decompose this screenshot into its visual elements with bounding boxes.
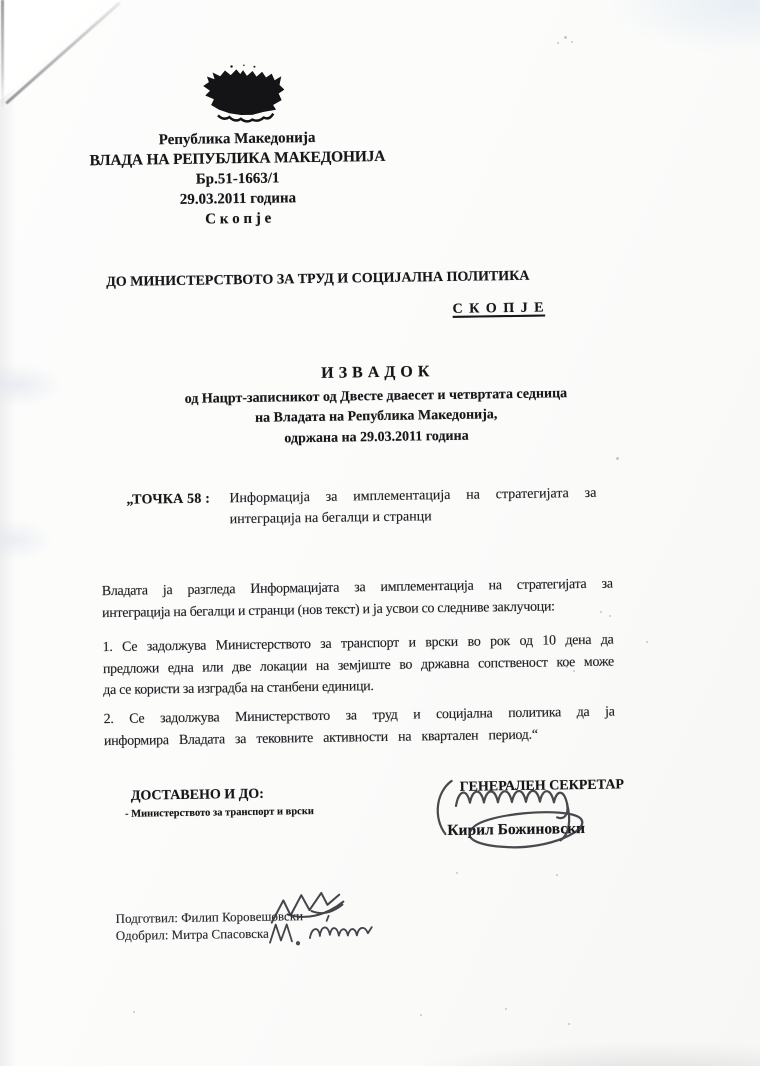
extract-subtitle-2: на Владата на Република Македонија, <box>254 407 498 426</box>
addressee-city: С К О П Ј Е <box>452 300 546 317</box>
coat-of-arms-icon <box>202 63 285 126</box>
agenda-subject-line: интеграција на бегалци и странци <box>229 509 432 528</box>
distribution-heading: ДОСТАВЕНО И ДО: <box>130 786 264 804</box>
paragraph-conclusion-1 <box>102 630 614 702</box>
paragraph-line: информира Владата за тековните активности на квартален период.“ <box>103 727 538 749</box>
addressee-line: ДО МИНИСТЕРСТВОТО ЗА ТРУД И СОЦИЈАЛНА ПОЛИТИКА <box>106 268 530 291</box>
letterhead-country: Република Македонија <box>158 129 316 149</box>
signatory-title: ГЕНЕРАЛЕН СЕКРЕТАР <box>459 777 625 795</box>
paragraph-line: предложи една или две локации на земјиште во државна сопственост кое може <box>102 654 614 677</box>
letterhead-date: 29.03.2011 година <box>179 190 297 208</box>
agenda-item <box>126 483 597 532</box>
distribution-recipient: - Министерството за транспорт и врски <box>124 806 314 820</box>
signatory-name: Кирил Божиновски <box>447 819 586 840</box>
extract-title: И З В А Д О К <box>321 363 430 382</box>
agenda-item-label: „ТОЧКА 58 : <box>126 491 211 508</box>
paragraph-line: да се користи за изградба на станбени единици. <box>103 679 374 699</box>
approved-by-line: Одобрил: Митра Спасовска <box>115 925 269 943</box>
paragraph-intro <box>102 574 614 625</box>
extract-subtitle-1: од Нацрт-записникот од Двесте дваесет и четвртата седница <box>184 385 568 407</box>
general-secretary-signature-icon <box>428 773 639 861</box>
prepared-by-line: Подготвил: Филип Коровешовски <box>115 908 304 926</box>
letterhead-city: С к о п ј е <box>205 210 272 228</box>
paragraph-conclusion-2 <box>104 702 616 753</box>
agenda-subject-line: Информација за имплементација на стратегијата за <box>229 485 597 507</box>
agenda-item-subject <box>229 483 597 530</box>
paragraph-line: 1. Се задолжува Министерството за транспорт и врски во рок од 10 дена да <box>102 632 614 656</box>
letterhead-institution: ВЛАДА НА РЕПУБЛИКА МАКЕДОНИЈА <box>89 147 386 170</box>
extract-subtitle-3: одржана на 29.03.2011 година <box>284 428 469 446</box>
letterhead-ref-number: Бр.51-1663/1 <box>195 170 280 188</box>
letterhead <box>56 61 418 231</box>
distribution-block <box>124 786 314 820</box>
paragraph-line: 2. Се задолжува Министерството за труд и социјална политика да ја <box>103 704 615 728</box>
paragraph-line: интеграција на бегалци и странци (нов текст) и ја усвои со следниве заклучоци: <box>101 598 555 621</box>
paragraph-line: Владата ја разгледа Информацијата за имплементација на стратегијата за <box>101 576 613 600</box>
extract-heading <box>115 359 636 452</box>
approved-by-signature-icon <box>264 914 376 950</box>
